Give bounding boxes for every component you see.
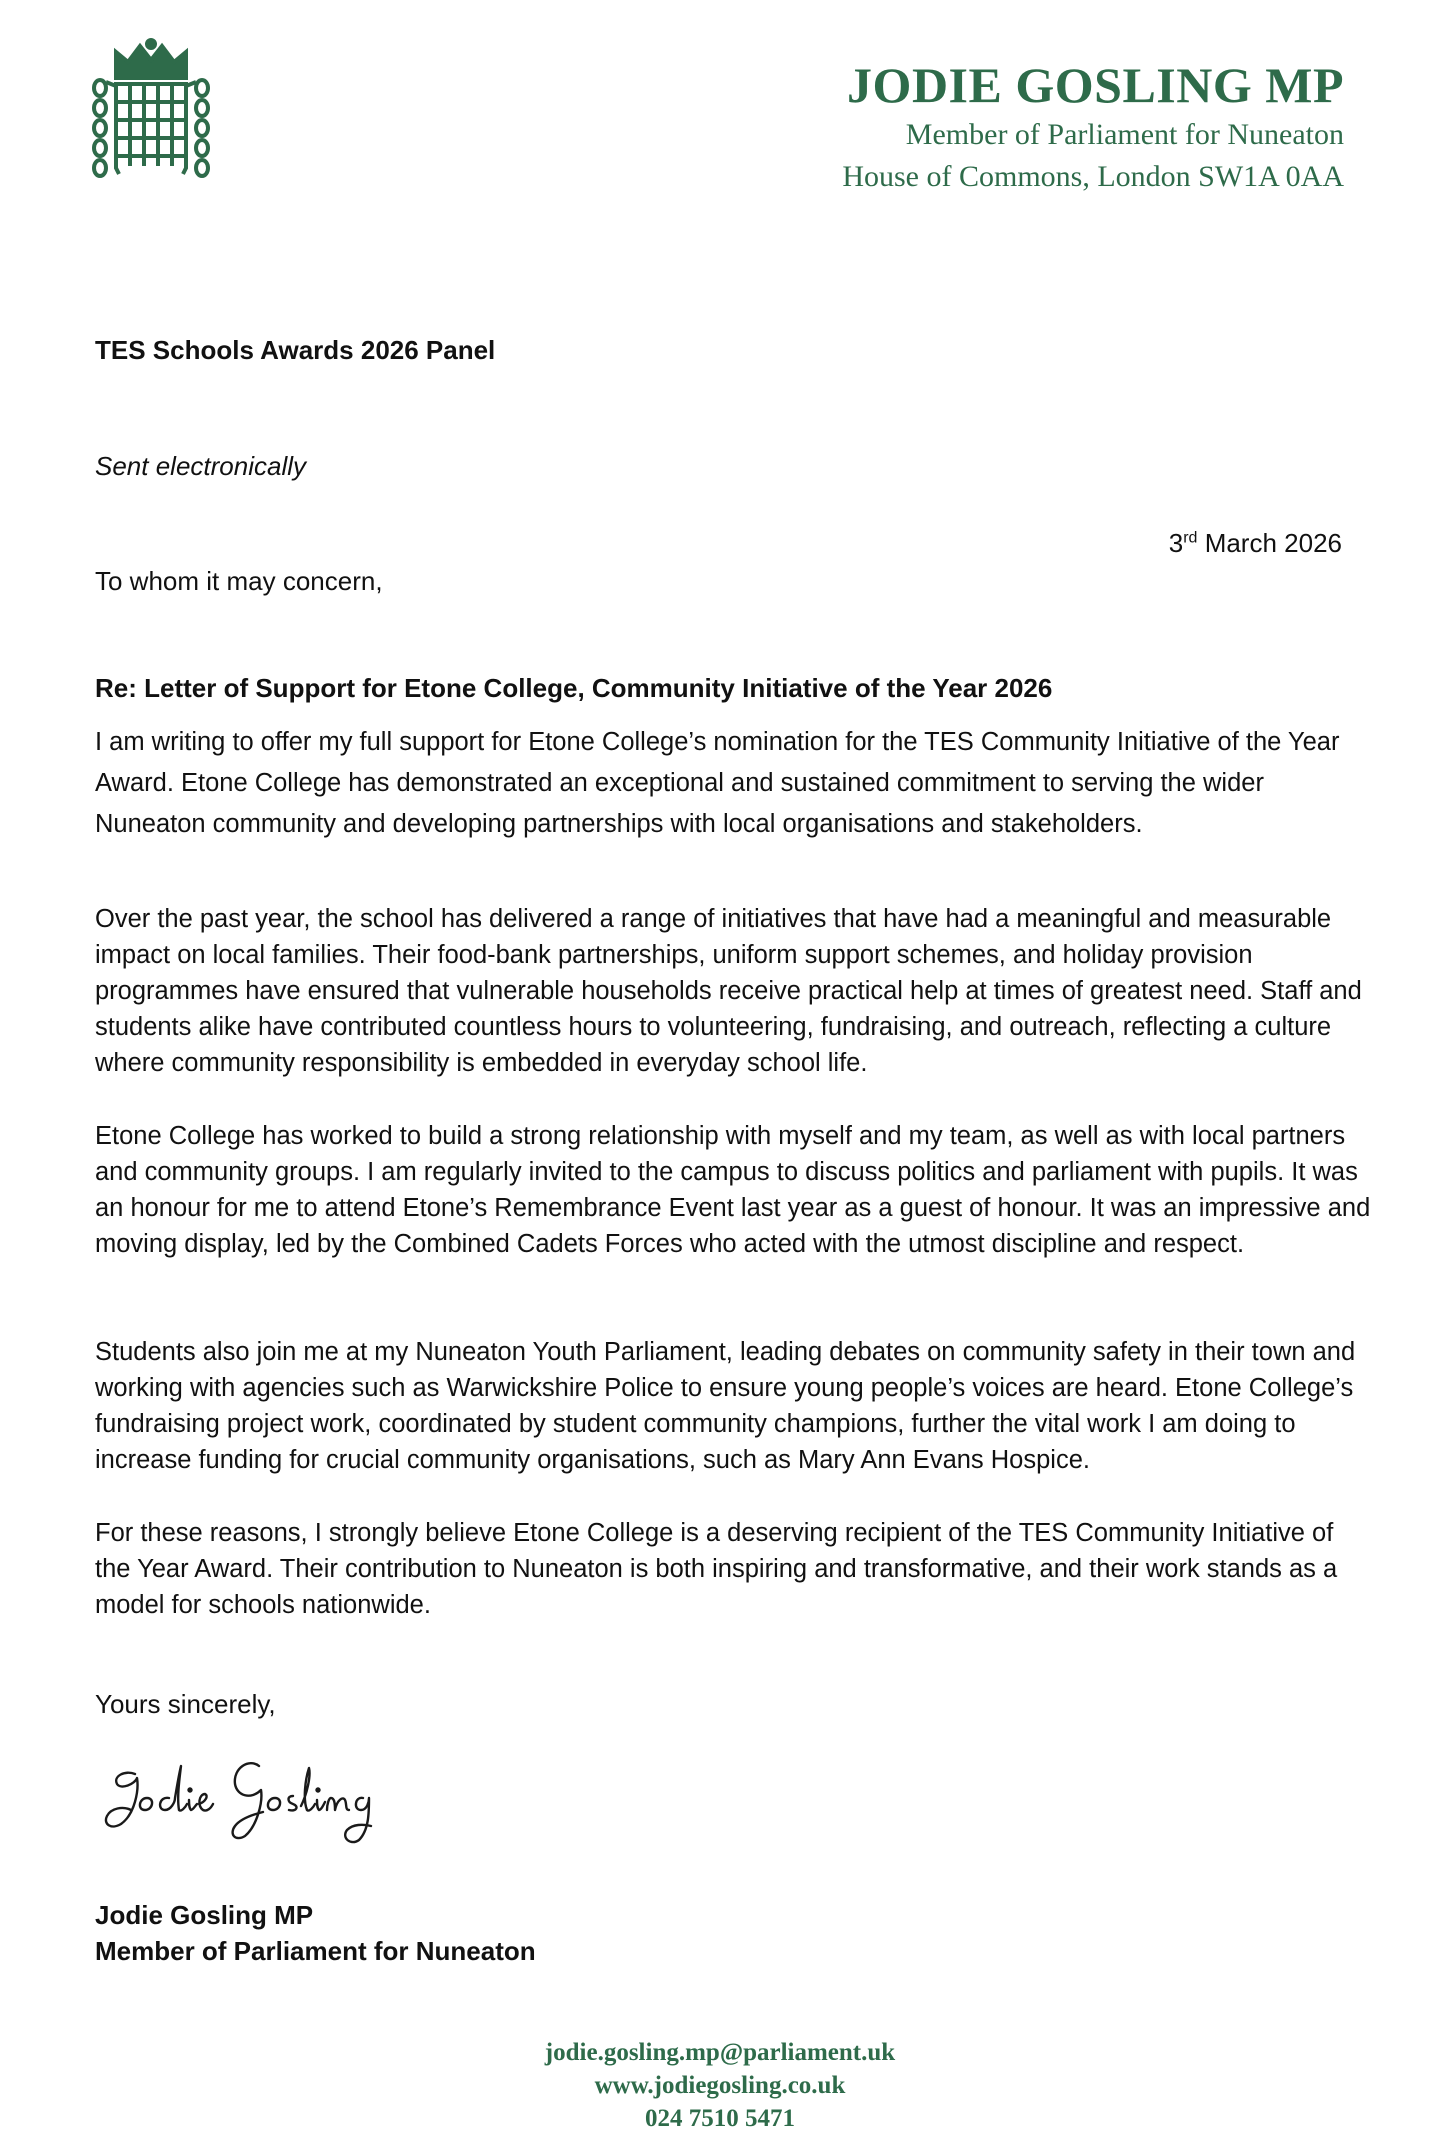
body-paragraph: Students also join me at my Nuneaton Youth Parliament, leading debates on community safety in their town and working with agencies such as Warwickshire Police to ensure young people’s voices are heard. Etone College’s fundraising project work, coordinated by student community champions, further the vital work I am doing to increase funding for crucial community organisations, such as Mary Ann Evans Hospice. — [95, 1338, 1356, 1474]
closing: Yours sincerely, — [95, 1689, 276, 1719]
footer-website: www.jodiegosling.co.uk — [594, 2072, 846, 2099]
mp-name: JODIE GOSLING MP — [847, 57, 1344, 113]
addressee: TES Schools Awards 2026 Panel — [95, 335, 496, 365]
handwritten-signature — [95, 1740, 395, 1860]
salutation: To whom it may concern, — [95, 566, 383, 596]
date-month-year: March 2026 — [1204, 528, 1342, 558]
mp-letterhead — [842, 56, 1344, 198]
body-paragraph: I am writing to offer my full support for Etone College’s nomination for the TES Community Initiative of the Year Award. Etone College has demonstrated an exceptional and sustained commitment to serving the wider Nuneaton community and developing partnerships with local organisations and stakeholders. — [95, 728, 1340, 838]
letter-date — [1169, 525, 1342, 561]
contact-footer — [0, 2036, 1440, 2135]
body-paragraph: For these reasons, I strongly believe Etone College is a deserving recipient of the TES Community Initiative of the Year Award. Their contribution to Nuneaton is both inspiring and transformative, and their work stands as a model for schools nationwide. — [95, 1519, 1338, 1619]
body-paragraph: Etone College has worked to build a strong relationship with myself and my team, as well as with local partners and community groups. I am regularly invited to the campus to discuss politics and parliament with pupils. It was an honour for me to attend Etone’s Remembrance Event last year as a guest of honour. It was an impressive and moving display, led by the Combined Cadets Forces who acted with the utmost discipline and respect. — [95, 1122, 1371, 1258]
mp-role: Member of Parliament for Nuneaton — [905, 118, 1344, 151]
signatory-block — [95, 1897, 1375, 1969]
footer-phone: 024 7510 5471 — [645, 2105, 795, 2132]
date-suffix: rd — [1183, 529, 1198, 547]
mp-address: House of Commons, London SW1A 0AA — [842, 160, 1344, 193]
footer-email: jodie.gosling.mp@parliament.uk — [544, 2039, 896, 2066]
signature-text: Jodie Gosling — [95, 1740, 102, 1741]
date-day: 3 — [1168, 528, 1184, 558]
body-paragraph: Over the past year, the school has delivered a range of initiatives that have had a meaningful and measurable impact on local families. Their food-bank partnerships, uniform support schemes, and holiday provision programmes have ensured that vulnerable households receive practical help at times of greatest need. Staff and students alike have contributed countless hours to volunteering, fundraising, and outreach, reflecting a culture where community responsibility is embedded in everyday school life. — [95, 905, 1362, 1077]
delivery-note: Sent electronically — [95, 451, 306, 481]
signatory-role: Member of Parliament for Nuneaton — [95, 1936, 536, 1966]
portcullis-crest-icon — [88, 38, 214, 188]
signatory-name: Jodie Gosling MP — [95, 1900, 314, 1930]
subject-line: Re: Letter of Support for Etone College, Community Initiative of the Year 2026 — [95, 673, 1053, 703]
